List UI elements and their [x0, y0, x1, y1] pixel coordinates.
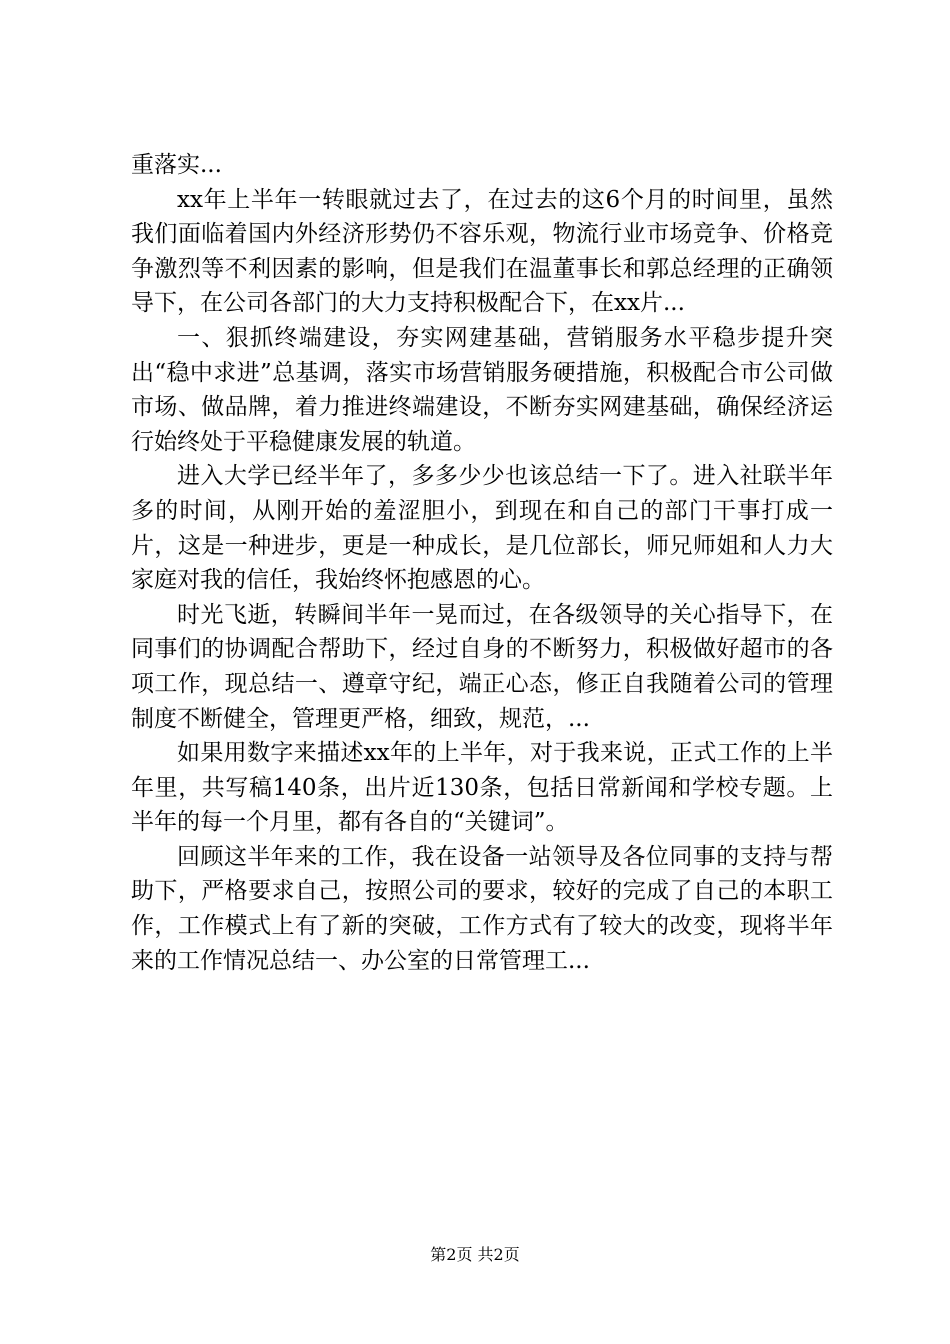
paragraph-7: 回顾这半年来的工作，我在设备一站领导及各位同事的支持与帮助下，严格要求自己，按照公司的要求，较好的完成了自己的本职工作，工作模式上有了新的突破，工作方式有了较大的改变，现将半年来的工作情况总结一、办公室的日常管理工... — [131, 843, 833, 974]
paragraph-2: xx年上半年一转眼就过去了，在过去的这6个月的时间里，虽然我们面临着国内外经济形势仍不容乐观，物流行业市场竞争、价格竞争激烈等不利因素的影响，但是我们在温董事长和郭总经理的正确领导下，在公司各部门的大力支持积极配合下，在xx片... — [131, 186, 833, 317]
page-number-footer: 第2页 共2页 — [430, 1245, 520, 1264]
paragraph-6: 如果用数字来描述xx年的上半年，对于我来说，正式工作的上半年里，共写稿140条，出片近130条，包括日常新闻和学校专题。上半年的每一个月里，都有各自的“关键词”。 — [131, 740, 833, 836]
paragraph-5: 时光飞逝，转瞬间半年一晃而过，在各级领导的关心指导下，在同事们的协调配合帮助下，经过自身的不断努力，积极做好超市的各项工作，现总结一、遵章守纪，端正心态，修正自我随着公司的管理制度不断健全，管理更严格，细致，规范，... — [131, 601, 833, 732]
document-body — [131, 148, 833, 978]
paragraph-1: 重落实... — [131, 152, 222, 178]
paragraph-4: 进入大学已经半年了，多多少少也该总结一下了。进入社联半年多的时间，从刚开始的羞涩胆小，到现在和自己的部门干事打成一片，这是一种进步，更是一种成长，是几位部长，师兄师姐和人力大家庭对我的信任，我始终怀抱感恩的心。 — [131, 463, 833, 594]
paragraph-3: 一、狠抓终端建设，夯实网建基础，营销服务水平稳步提升突出“稳中求进”总基调，落实市场营销服务硬措施，积极配合市公司做市场、做品牌，着力推进终端建设，不断夯实网建基础，确保经济运行始终处于平稳健康发展的轨道。 — [131, 324, 833, 455]
